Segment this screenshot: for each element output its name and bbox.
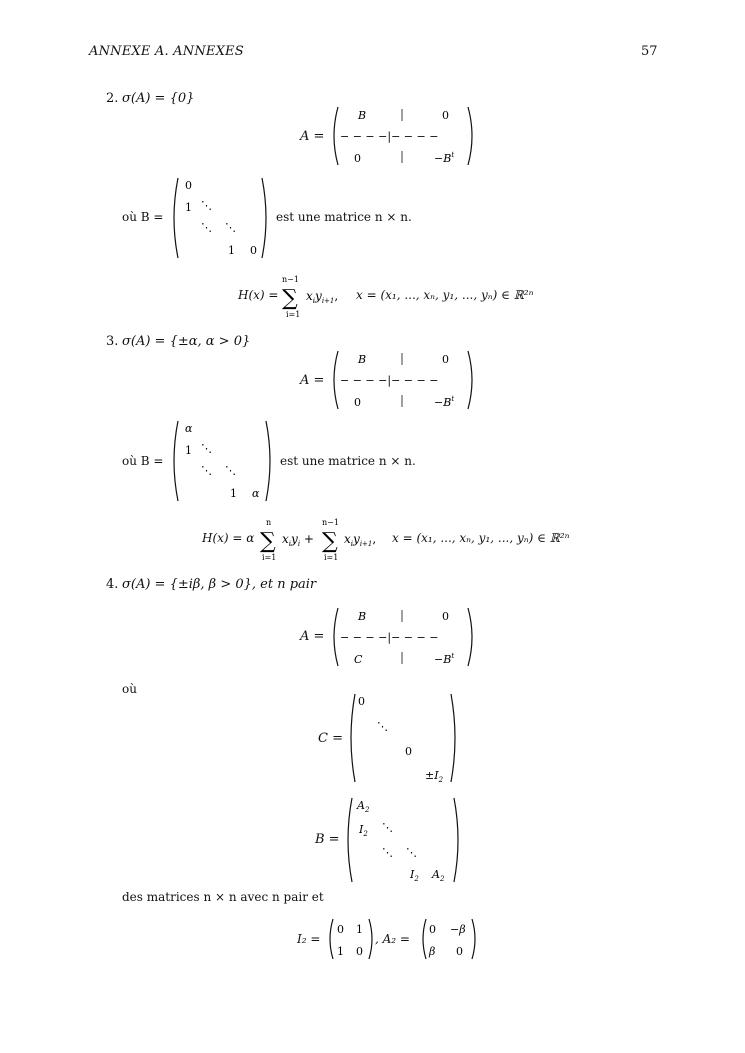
svg-text:n−1: n−1 xyxy=(322,518,339,527)
est-matrice-label-3: est une matrice n × n. xyxy=(280,454,416,468)
svg-text:⋱: ⋱ xyxy=(201,442,212,455)
svg-text:0: 0 xyxy=(405,745,412,758)
svg-text:⋱: ⋱ xyxy=(382,821,393,834)
item-4-condition: σ(A) = {±iβ, β > 0}, et n pair xyxy=(122,577,317,592)
svg-text:1: 1 xyxy=(230,487,237,500)
svg-text:0: 0 xyxy=(442,353,449,366)
svg-text:B: B xyxy=(358,610,367,623)
svg-text:0: 0 xyxy=(250,244,257,257)
svg-text:0: 0 xyxy=(337,923,344,936)
block-matrix-a-2 xyxy=(330,105,480,167)
c-equals-label: C = xyxy=(318,731,343,746)
svg-text:β: β xyxy=(429,945,436,958)
svg-text:⋱: ⋱ xyxy=(382,846,393,859)
matrix-a2 xyxy=(420,917,478,961)
est-matrice-label-2: est une matrice n × n. xyxy=(276,210,412,224)
h-alpha-label: H(x) = α xyxy=(202,531,255,545)
block-matrix-a-3 xyxy=(330,349,480,411)
svg-text:n: n xyxy=(266,518,272,527)
svg-text:1: 1 xyxy=(228,244,235,257)
matrix-i2 xyxy=(327,917,375,961)
svg-text:⋱: ⋱ xyxy=(406,846,417,859)
b-equals-label: B = xyxy=(315,832,340,847)
svg-text:C: C xyxy=(354,653,363,666)
item-4-number: 4. xyxy=(106,577,119,592)
svg-text:1: 1 xyxy=(185,201,192,214)
svg-text:− − − −|− − − −: − − − −|− − − − xyxy=(340,631,439,644)
matrix-b-3 xyxy=(170,419,275,503)
svg-text:i=1: i=1 xyxy=(324,553,339,562)
svg-text:−Bt: $-B^t$ xyxy=(434,151,455,165)
svg-text:0: 0 xyxy=(442,610,449,623)
svg-text:∑: ∑ xyxy=(282,286,298,311)
item-3-number: 3. xyxy=(106,334,119,349)
a2-equals-label: , A₂ = xyxy=(375,932,410,946)
svg-text:0: 0 xyxy=(442,109,449,122)
item-2-condition: σ(A) = {0} xyxy=(122,91,195,106)
svg-text:0: 0 xyxy=(354,152,361,165)
x-vector-2: x = (x₁, ..., xₙ, y₁, ..., yₙ) ∈ ℝ²ⁿ xyxy=(356,288,534,302)
svg-text:α: α xyxy=(185,422,193,435)
svg-text:− − − −|− − − −: − − − −|− − − − xyxy=(340,130,439,143)
matrix-c xyxy=(347,692,459,784)
svg-text:I2: $I_2$ xyxy=(410,868,419,883)
a-equals-label: A = xyxy=(300,629,325,644)
item-2-number: 2. xyxy=(106,91,119,106)
svg-text:⋱: ⋱ xyxy=(201,464,212,477)
svg-text:⋱: ⋱ xyxy=(201,221,212,234)
svg-text:∑: ∑ xyxy=(322,529,338,554)
svg-text:i=1: i=1 xyxy=(262,553,277,562)
svg-text:±I2: $\pm I_2$ xyxy=(425,769,444,784)
svg-text:xiyi+1,: $x_iy_{i+1}$, xyxy=(306,289,339,305)
item-3-condition: σ(A) = {±α, α > 0} xyxy=(122,334,251,349)
svg-text:0: 0 xyxy=(185,179,192,192)
svg-text:0: 0 xyxy=(356,945,363,958)
svg-text:− − − −|− − − −: − − − −|− − − − xyxy=(340,374,439,387)
svg-text:0: 0 xyxy=(429,923,436,936)
ou-b-label-3: où B = xyxy=(122,454,164,468)
svg-text:i=1: i=1 xyxy=(286,310,301,319)
i2-equals-label: I₂ = xyxy=(297,932,321,946)
svg-text:α: α xyxy=(252,487,260,500)
svg-text:0: 0 xyxy=(456,945,463,958)
sum-expression-3 xyxy=(258,515,398,565)
page-number: 57 xyxy=(641,44,658,59)
svg-text:B: B xyxy=(358,353,367,366)
svg-text:1: 1 xyxy=(337,945,344,958)
svg-text:⋱: ⋱ xyxy=(225,221,236,234)
matrix-b-4 xyxy=(344,796,462,884)
svg-text:1: 1 xyxy=(356,923,363,936)
svg-text:0: 0 xyxy=(354,396,361,409)
des-matrices-label: des matrices n × n avec n pair et xyxy=(122,890,324,904)
svg-text:−Bt: $-B^t$ xyxy=(434,395,455,409)
ou-b-label-2: où B = xyxy=(122,210,164,224)
a-equals-label: A = xyxy=(300,129,325,144)
svg-text:⋱: ⋱ xyxy=(377,720,388,733)
running-header: ANNEXE A. ANNEXES xyxy=(89,44,244,59)
ou-label: où xyxy=(122,682,137,696)
h-equals-label: H(x) = xyxy=(238,288,279,302)
svg-text:A2: $A_2$ xyxy=(432,868,445,883)
a-equals-label: A = xyxy=(300,373,325,388)
svg-text:⋱: ⋱ xyxy=(201,199,212,212)
svg-text:1: 1 xyxy=(185,444,192,457)
svg-text:B: B xyxy=(358,109,367,122)
block-matrix-a-4 xyxy=(330,606,480,668)
svg-text:∑: ∑ xyxy=(260,529,276,554)
svg-text:A2: $A_2$ xyxy=(357,799,370,814)
x-vector-3: x = (x₁, ..., xₙ, y₁, ..., yₙ) ∈ ℝ²ⁿ xyxy=(392,531,570,545)
svg-text:0: 0 xyxy=(358,695,365,708)
svg-text:⋱: ⋱ xyxy=(225,464,236,477)
svg-text:n−1: n−1 xyxy=(282,275,299,284)
svg-text:xiyi+1,: $x_iy_{i+1}$, xyxy=(344,532,377,548)
svg-text:−Bt: $-B^t$ xyxy=(434,652,455,666)
svg-text:I2: $I_2$ xyxy=(359,823,368,838)
matrix-b-2 xyxy=(170,176,270,260)
svg-text:−β: −β xyxy=(450,923,466,936)
svg-text:xiyi +: $x_iy_i$ + xyxy=(282,532,314,548)
